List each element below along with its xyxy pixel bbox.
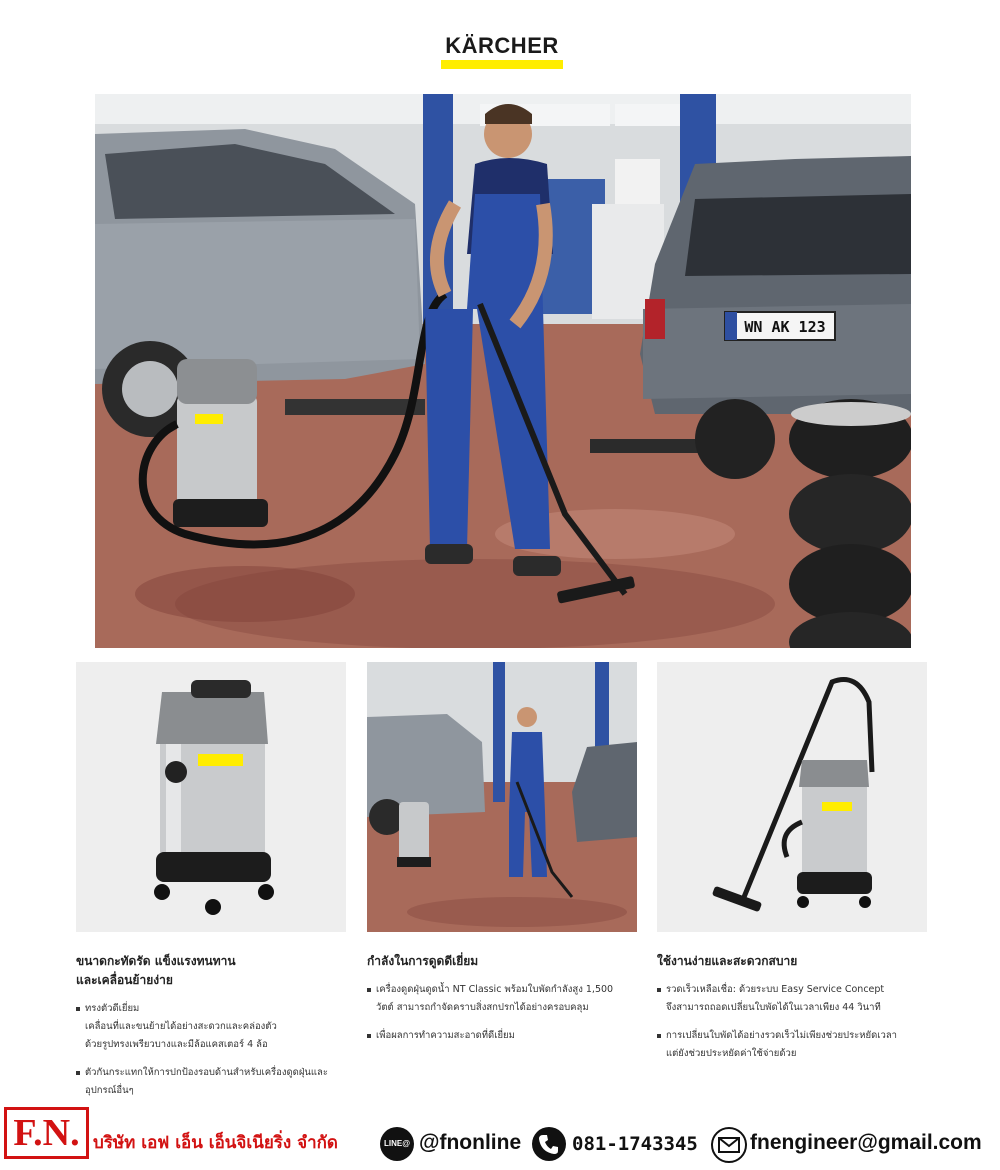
bullet-line: ด้วยรูปทรงเพรียวบางและมีล้อแคสเตอร์ 4 ล้อ [85,1039,268,1050]
email-link[interactable]: fnengineer@gmail.com [750,1131,982,1154]
feature-bullet [657,981,932,1017]
vacuum-product-illustration [76,662,346,932]
karcher-logo-yellow-bar [441,60,563,69]
bullet-line: เครื่องดูดฝุ่นดูดน้ำ NT Classic พร้อมใบพัดกำลังสูง 1,500 [376,984,614,995]
email-icon [711,1127,747,1163]
bullet-line: จึงสามารถถอดเปลี่ยนใบพัดได้ในเวลาเพียง 44 วินาที [666,1002,881,1013]
bullet-line: อุปกรณ์อื่นๆ [85,1085,134,1096]
feature-title [76,952,351,990]
bullet-line: วัตต์ สามารถกำจัดคราบสิ่งสกปรกได้อย่างครอบคลุม [376,1002,589,1013]
email-icon-glyph [713,1129,745,1161]
line-icon: LINE@ [380,1127,414,1161]
feature-bullet [367,1027,642,1045]
phone-icon [532,1127,566,1161]
karcher-logo-text: KÄRCHER [445,33,559,58]
footer-contact-bar [0,1105,1000,1170]
hero-image-garage-cleaning [95,94,911,648]
bullet-line: เพื่อผลการทำความสะอาดที่ดีเยี่ยม [376,1030,515,1041]
garage-scene-illustration [367,662,637,932]
feature-bullet [367,981,642,1017]
thumbnail-vacuum-product [76,662,346,932]
bullet-square-icon [76,1071,80,1075]
phone-icon-glyph [532,1127,566,1161]
bullet-line: ทรงตัวดีเยี่ยม [85,1003,140,1014]
feature-bullet [76,1064,351,1100]
fn-logo: F.N. [4,1107,89,1159]
bullet-square-icon [657,1034,661,1038]
feature-title-line: กำลังในการดูดดีเยี่ยม [367,954,479,968]
bullet-line: การเปลี่ยนใบพัดได้อย่างรวดเร็วไม่เพียงช่วยประหยัดเวลา [666,1030,898,1041]
feature-compact-robust [76,952,351,1100]
bullet-square-icon [367,988,371,992]
license-plate-text: WN AK 123 [744,318,826,336]
feature-title [367,952,642,971]
bullet-square-icon [76,1007,80,1011]
bullet-square-icon [367,1034,371,1038]
phone-number-link[interactable]: 081-1743345 [572,1133,698,1155]
bullet-square-icon [657,988,661,992]
hero-illustration [95,94,911,648]
feature-title [657,952,932,971]
feature-bullet [76,1000,351,1054]
feature-bullet [657,1027,932,1063]
feature-title-line: ขนาดกะทัดรัด แข็งแรงทนทาน [76,954,236,968]
thumbnail-vacuum-with-wand [657,662,927,932]
line-id-link[interactable]: @fnonline [419,1131,522,1154]
bullet-line: ตัวกันกระแทกให้การปกป้องรอบด้านสำหรับเครื่องดูดฝุ่นและ [85,1067,328,1078]
thumbnail-garage-scene [367,662,637,932]
vacuum-with-wand-illustration [657,662,927,932]
feature-title-line: และเคลื่อนย้ายง่าย [76,973,173,987]
feature-title-line: ใช้งานง่ายและสะดวกสบาย [657,954,798,968]
bullet-line: เคลื่อนที่และขนย้ายได้อย่างสะดวกและคล่องตัว [85,1021,277,1032]
bullet-line: แต่ยังช่วยประหยัดค่าใช้จ่ายด้วย [666,1048,797,1059]
feature-easy-use [657,952,932,1063]
feature-suction-power [367,952,642,1045]
karcher-logo [441,34,563,70]
bullet-line: รวดเร็วเหลือเชื่อ: ด้วยระบบ Easy Service Concept [666,984,885,995]
company-name: บริษัท เอฟ เอ็น เอ็นจิเนียริ่ง จำกัด [93,1133,338,1153]
